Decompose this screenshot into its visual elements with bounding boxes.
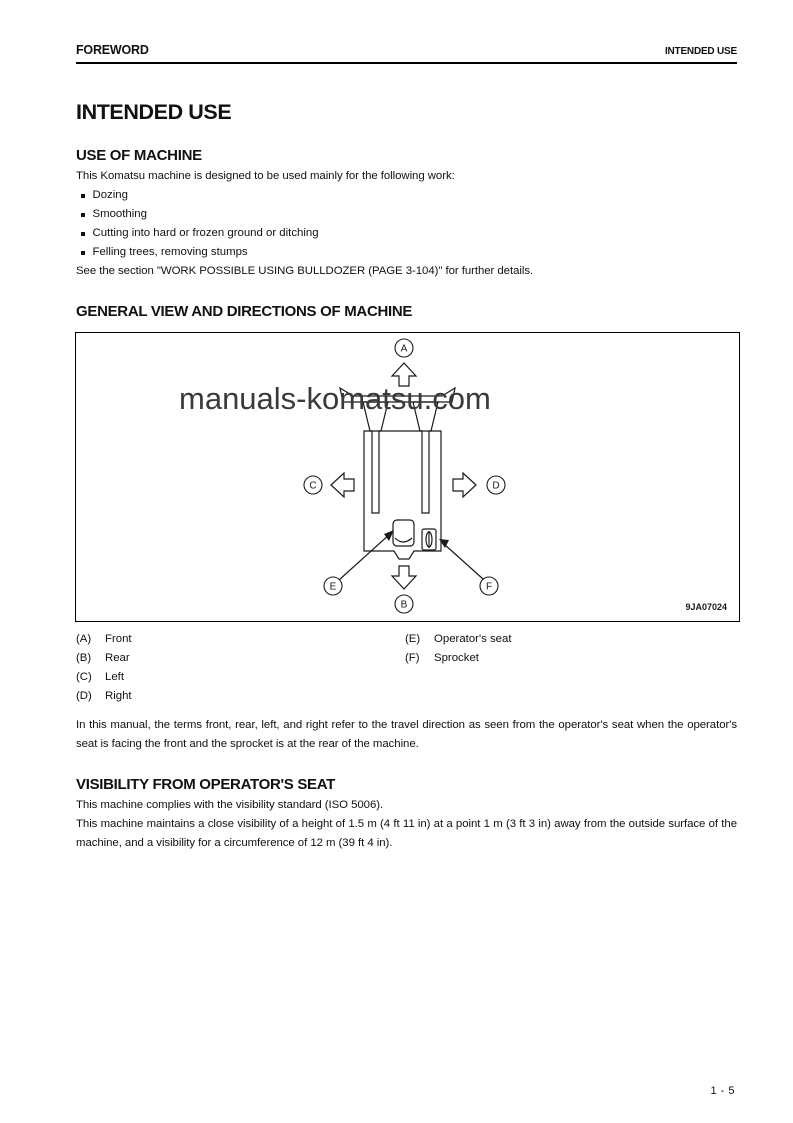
list-item [76,224,737,243]
heading-general-view: GENERAL VIEW AND DIRECTIONS OF MACHINE [76,303,413,320]
legend-key: (D) [76,690,92,702]
legend-right-column [405,630,737,706]
list-item [76,205,737,224]
legend-left-column [76,630,405,706]
legend-key: (A) [76,633,92,645]
machine-direction-figure [75,332,740,622]
label-letter-a: A [400,343,408,355]
arrow-rear-icon [392,566,416,589]
watermark-text: manuals-komatsu.com [179,381,491,416]
legend-row-seat [405,630,737,649]
legend-value: Sprocket [434,652,479,664]
legend-key: (F) [405,652,420,664]
visibility-line1: This machine complies with the visibility standard (ISO 5006). [76,799,384,811]
use-of-machine-list [76,186,737,262]
sprocket-leader-line [444,544,483,579]
legend-row-sprocket [405,649,737,668]
bullet-square-icon [81,232,85,236]
bullet-square-icon [81,213,85,217]
header-chapter-label: FOREWORD [76,43,149,57]
legend-row-front [76,630,405,649]
page-number: 1 - 5 [710,1085,735,1097]
label-letter-d: D [492,480,500,492]
use-of-machine-outro: See the section "WORK POSSIBLE USING BULLDOZER (PAGE 3-104)" for further details. [76,265,534,277]
header-section-label: INTENDED USE [664,46,737,57]
directions-note: In this manual, the terms front, rear, left, and right refer to the travel direction as seen from the operator's seat when the operator's seat is facing the front and the sprocket is at the rear of the machine. [76,719,737,750]
legend-row-right [76,687,405,706]
arrow-left-icon [331,473,354,497]
list-item [76,243,737,262]
page-header [76,0,737,64]
legend-key: (C) [76,671,92,683]
machine-top-view-drawing [76,333,739,621]
legend-key: (B) [76,652,92,664]
list-item-label: Cutting into hard or frozen ground or ditching [92,227,319,239]
legend-key: (E) [405,633,421,645]
legend-row-left [76,668,405,687]
figure-number: 9JA07024 [685,602,727,612]
list-item-label: Felling trees, removing stumps [92,246,248,258]
bullet-square-icon [81,194,85,198]
legend-value: Front [105,633,132,645]
label-letter-b: B [400,599,408,611]
list-item-label: Smoothing [92,208,147,220]
label-letter-f: F [485,581,493,593]
page-title: INTENDED USE [76,100,232,124]
legend-value: Right [105,690,132,702]
label-letter-e: E [329,581,337,593]
list-item [76,186,737,205]
legend-row-rear [76,649,405,668]
bullet-square-icon [81,251,85,255]
label-letter-c: C [309,480,317,492]
use-of-machine-intro: This Komatsu machine is designed to be used mainly for the following work: [76,170,455,182]
heading-use-of-machine: USE OF MACHINE [76,147,202,164]
heading-visibility: VISIBILITY FROM OPERATOR'S SEAT [76,776,336,793]
legend-value: Operator's seat [434,633,512,645]
figure-legend [76,630,737,706]
list-item-label: Dozing [92,189,128,201]
legend-value: Left [105,671,124,683]
arrow-right-icon [453,473,476,497]
visibility-line2: This machine maintains a close visibility of a height of 1.5 m (4 ft 11 in) at a point 1 m (3 ft 3 in) away from the outside surface of the machine, and a visibility for a circumference of 12 m (39 ft 4 in). [76,818,737,849]
legend-value: Rear [105,652,130,664]
operator-seat-cushion-line [395,538,412,542]
